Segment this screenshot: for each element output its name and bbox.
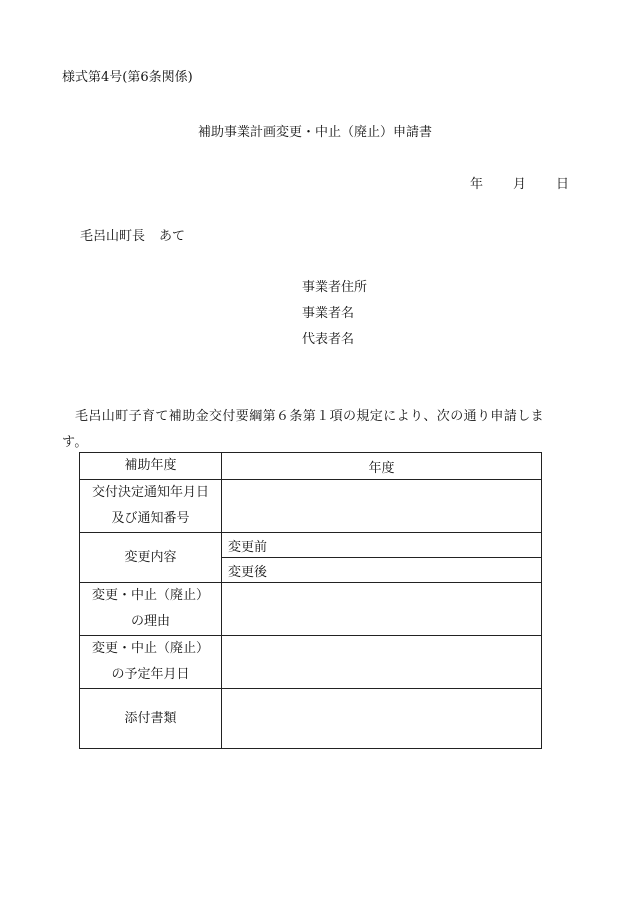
scheduled-date-label	[80, 636, 222, 689]
table-row	[80, 636, 542, 689]
addressee-suffix: あて	[159, 229, 186, 244]
reason-label	[80, 583, 222, 636]
applicant-name: 事業者名	[302, 306, 355, 321]
body-text: 毛呂山町子育て補助金交付要綱第６条第１項の規定により、次の通り申請します。	[62, 409, 545, 450]
table-row	[80, 583, 542, 636]
addressee	[80, 225, 185, 244]
date-line	[470, 173, 569, 192]
reason-label-line2: の理由	[130, 614, 170, 629]
table-row	[80, 533, 542, 558]
change-after-field[interactable]: 変更後	[222, 558, 542, 583]
decision-notice-label-line2: 及び通知番号	[111, 511, 190, 526]
date-year: 年	[470, 177, 484, 192]
attachments-label: 添付書類	[80, 689, 222, 749]
table-row	[80, 453, 542, 480]
scheduled-date-field[interactable]	[222, 636, 542, 689]
decision-notice-label	[80, 480, 222, 533]
application-table	[79, 452, 542, 749]
applicant-representative: 代表者名	[302, 332, 355, 347]
subsidy-year-field[interactable]: 年度	[222, 453, 542, 480]
change-before-field[interactable]: 変更前	[222, 533, 542, 558]
subsidy-year-label: 補助年度	[80, 453, 222, 480]
addressee-name: 毛呂山町長	[80, 229, 146, 244]
table-row	[80, 689, 542, 749]
scheduled-date-label-line1: 変更・中止（廃止）	[91, 641, 209, 656]
scheduled-date-label-line2: の予定年月日	[111, 667, 190, 682]
decision-notice-field[interactable]	[222, 480, 542, 533]
decision-notice-label-line1: 交付決定通知年月日	[91, 485, 209, 500]
table-row	[80, 480, 542, 533]
reason-label-line1: 変更・中止（廃止）	[91, 588, 209, 603]
attachments-field[interactable]	[222, 689, 542, 749]
form-number: 様式第4号(第6条関係)	[62, 70, 193, 85]
document-title: 補助事業計画変更・中止（廃止）申請書	[197, 125, 432, 140]
change-content-label: 変更内容	[80, 533, 222, 583]
date-day: 日	[556, 177, 570, 192]
reason-field[interactable]	[222, 583, 542, 636]
date-month: 月	[513, 177, 527, 192]
applicant-address: 事業者住所	[302, 280, 368, 295]
